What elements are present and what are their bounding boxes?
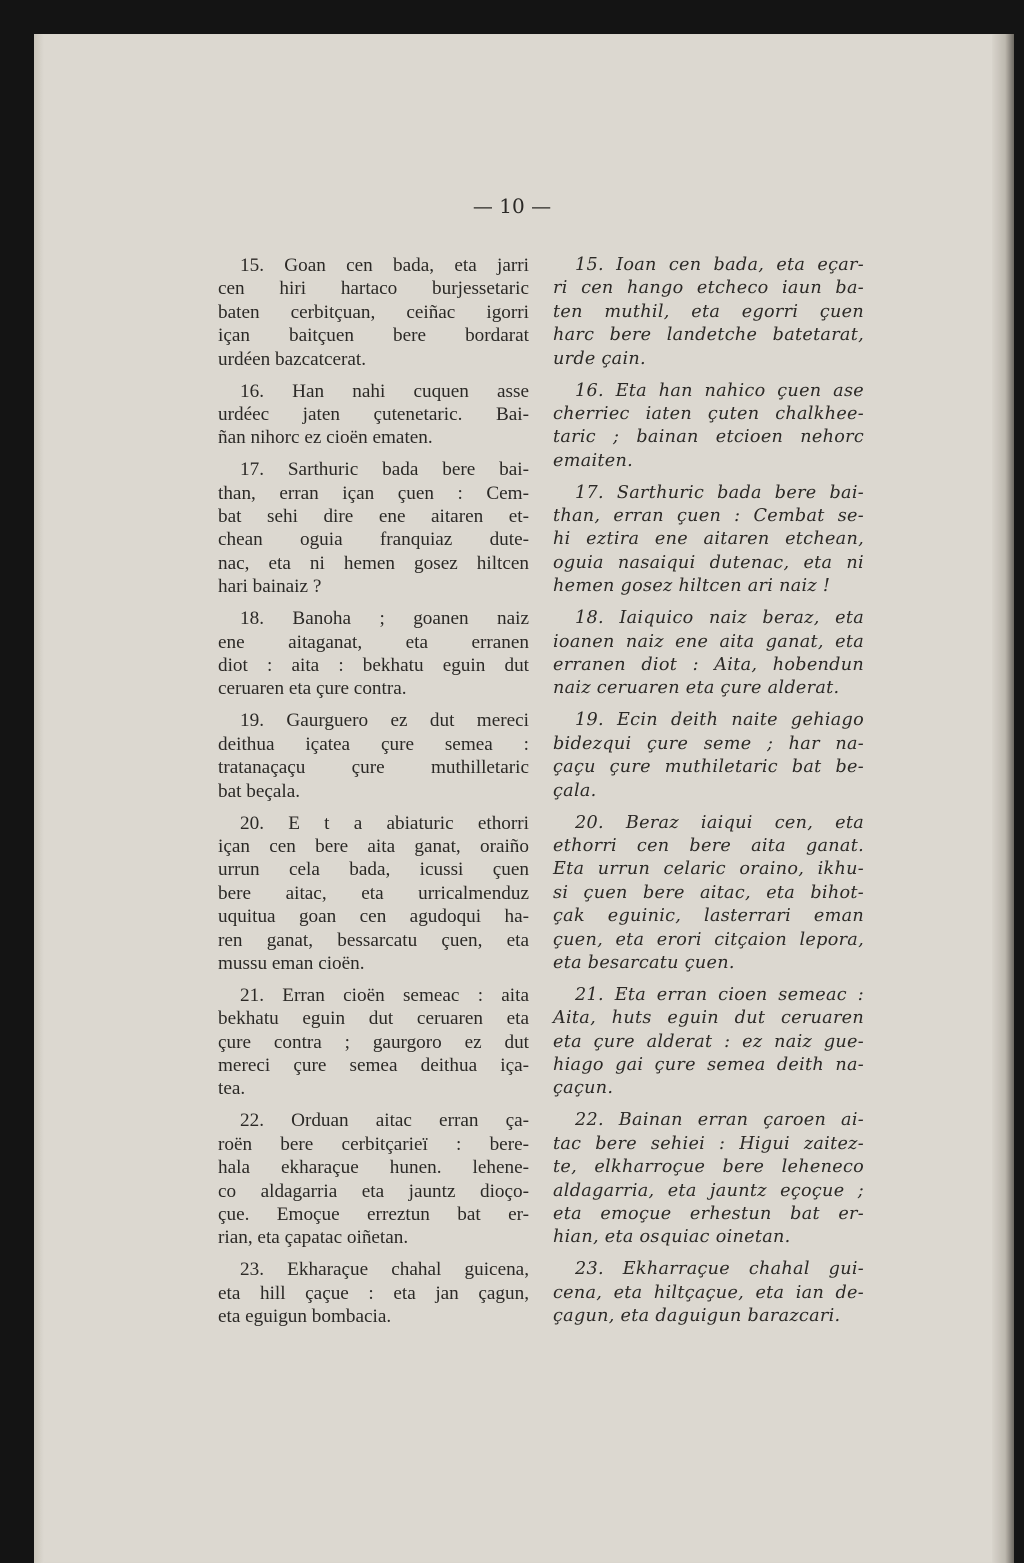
verse-line: ñan nihorc ez cioën ematen. [218,427,433,449]
verse-line: içan cen bere aita ganat, oraiño [218,835,529,857]
verse-line: 22. Orduan aitac erran ça- [240,1110,529,1132]
verse-line: hian, eta osquiac oinetan. [553,1227,791,1248]
verse-line: harc bere landetche batetarat, [553,325,864,346]
verse-line: eta çure alderat : ez naiz gue- [553,1031,864,1052]
verse-line: 21. Erran cioën semeac : aita [240,984,529,1006]
verse-line: tea. [218,1078,246,1100]
verse-line: urde çain. [553,348,646,369]
verse-line: çak eguinic, lasterrari eman [553,906,864,927]
verse-line: eta eguigun bombacia. [218,1306,392,1328]
verse-paragraph [553,380,864,474]
verse-line: bat beçala. [218,780,301,802]
verse-line: si çuen bere aitac, eta bihot- [553,882,864,903]
verse-line: 16. Han nahi cuquen asse [240,380,529,402]
verse-line: 18. Iaiquico naiz beraz, eta [575,608,864,629]
verse-line: eta besarcatu çuen. [553,952,735,973]
verse-line: çala. [553,780,597,801]
verse-line: 17. Sarthuric bada bere bai- [240,459,529,481]
verse-line: hi eztira ene aitaren etchean, [553,529,864,550]
verse-line: baten cerbitçuan, ceiñac igorri [218,301,529,323]
verse-line: eta emoçue erhestun bat er- [553,1204,864,1224]
verse-line: nac, eta ni hemen gosez hiltcen [218,552,529,574]
verse-paragraph [553,984,864,1101]
verse-paragraph [553,607,864,701]
verse-line: cen hiri hartaco burjessetaric [218,278,529,300]
verse-paragraph [553,254,864,371]
verse-line: diot : aita : bekhatu eguin dut [218,655,529,677]
verse-paragraph [218,812,529,976]
verse-line: hiago gai çure semea deith na- [553,1055,864,1076]
verse-line: erranen diot : Aita, hobendun [553,655,864,676]
verse-paragraph [553,1258,864,1328]
verse-line: 17. Sarthuric bada bere bai- [575,482,864,503]
verse-line: 15. Ioan cen bada, eta eçar- [575,255,864,275]
verse-line: than, erran çuen : Cembat se- [553,506,864,527]
verse-paragraph [218,380,529,450]
verse-line: bere aitac, eta urricalmenduz [218,882,529,904]
verse-line: than, erran içan çuen : Cem- [218,482,529,504]
verse-line: cherriec iaten çuten chalkhee- [553,403,864,424]
verse-line: tratanaçaçu çure muthilletaric [218,757,529,779]
verse-paragraph [218,984,529,1101]
verse-line: oguia nasaiqui dutenac, eta ni [553,552,864,573]
verse-line: aldagarria, eta jauntz eçoçue ; [553,1180,864,1201]
verse-paragraph [553,709,864,803]
verse-line: hala ekharaçue hunen. lehene- [218,1157,529,1179]
verse-line: ren ganat, bessarcatu çuen, eta [218,929,529,951]
verse-line: çure contra ; gaurgoro ez dut [218,1031,529,1053]
verse-line: bat sehi dire ene aitaren et- [218,506,529,528]
verse-paragraph [218,607,529,701]
verse-paragraph [218,458,529,598]
verse-paragraph [553,482,864,599]
verse-paragraph [218,1109,529,1249]
verse-line: urdéen bazcatcerat. [218,348,367,370]
verse-line: chean oguia franquiaz dute- [218,529,529,551]
verse-line: 19. Gaurguero ez dut mereci [240,710,529,732]
verse-line: co aldagarria eta jauntz dioço- [218,1180,529,1202]
basque-text-column-left [218,254,529,1337]
verse-line: ethorri cen bere aita ganat. [553,835,864,856]
verse-line: ri cen hango etcheco iaun ba- [553,278,864,299]
verse-line: bidezqui çure seme ; har na- [553,733,864,754]
verse-paragraph [553,812,864,976]
verse-paragraph [553,1109,864,1249]
verse-paragraph [218,254,529,371]
verse-paragraph [218,1258,529,1328]
verse-line: mussu eman cioën. [218,952,365,974]
verse-line: deithua içatea çure semea : [218,733,529,755]
verse-paragraph [218,709,529,803]
verse-line: emaiten. [553,450,634,471]
verse-line: bekhatu eguin dut ceruaren eta [218,1008,529,1030]
verse-line: çagun, eta daguigun barazcari. [553,1306,841,1327]
verse-line: urdéec jaten çutenetaric. Bai- [218,403,529,425]
verse-line: rian, eta çapatac oiñetan. [218,1227,409,1249]
verse-line: hari bainaiz ? [218,576,322,598]
verse-line: mereci çure semea deithua iça- [218,1055,529,1077]
verse-line: 20. E t a abiaturic ethorri [240,812,529,834]
verse-line: taric ; bainan etcioen nehorc [553,427,864,448]
verse-line: Aita, huts eguin dut ceruaren [553,1008,864,1029]
verse-line: 18. Banoha ; goanen naiz [240,608,529,630]
verse-line: Eta urrun celaric oraino, ikhu- [553,859,864,880]
verse-line: hemen gosez hiltcen ari naiz ! [553,576,831,597]
verse-line: ene aitaganat, eta erranen [218,631,529,653]
verse-line: 15. Goan cen bada, eta jarri [240,255,529,276]
verse-line: 16. Eta han nahico çuen ase [575,380,864,401]
verse-line: 21. Eta erran cioen semeac : [575,984,864,1005]
verse-line: çaçun. [553,1078,614,1099]
verse-line: ceruaren eta çure contra. [218,678,407,700]
verse-line: içan baitçuen bere bordarat [218,325,529,347]
verse-line: 23. Ekharraçue chahal gui- [575,1259,864,1280]
verse-line: 20. Beraz iaiqui cen, eta [575,812,864,833]
verse-line: te, elkharroçue bere leheneco [553,1157,864,1178]
verse-line: uquitua goan cen agudoqui ha- [218,906,529,928]
verse-line: ioanen naiz ene aita ganat, eta [553,631,864,652]
verse-line: urrun cela bada, icussi çuen [218,859,529,881]
verse-line: 23. Ekharaçue chahal guicena, [240,1259,529,1281]
verse-line: eta hill çaçue : eta jan çagun, [218,1282,529,1304]
basque-text-column-right [553,254,864,1337]
verse-line: 19. Ecin deith naite gehiago [575,710,864,731]
page-number: — 10 — [472,194,552,218]
verse-line: ten muthil, eta egorri çuen [553,301,864,322]
verse-line: çuen, eta erori citçaion lepora, [553,929,864,950]
verse-line: tac bere sehiei : Higui zaitez- [553,1133,864,1154]
verse-line: roën bere cerbitçarieï : bere- [218,1133,529,1155]
verse-line: çaçu çure muthiletaric bat be- [553,757,864,778]
verse-line: çue. Emoçue erreztun bat er- [218,1204,529,1225]
verse-line: 22. Bainan erran çaroen ai- [575,1110,864,1131]
book-spine-shadow [992,34,1014,1563]
verse-line: naiz ceruaren eta çure alderat. [553,678,840,699]
verse-line: cena, eta hiltçaçue, eta ian de- [553,1282,864,1303]
